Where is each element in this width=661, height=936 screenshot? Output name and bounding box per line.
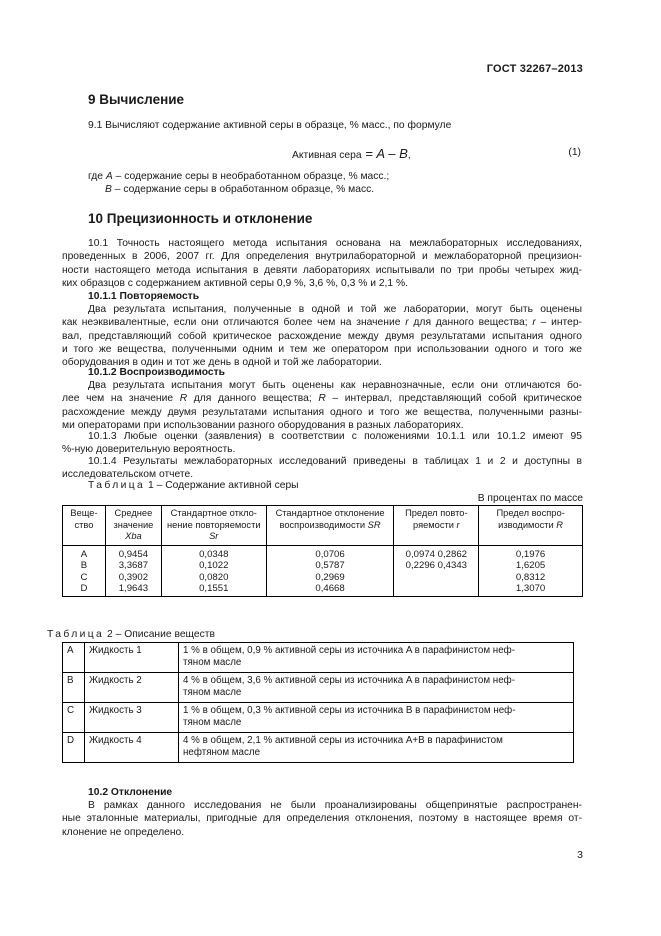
col-header-sr: Стандартное откло- нение повторяемости Sr — [161, 506, 266, 546]
standard-number: ГОСТ 32267–2013 — [486, 63, 583, 75]
section-10-title: 10 Прецизионность и отклонение — [88, 211, 313, 226]
table-row: D 1,9643 0,1551 0,4668 1,3070 — [63, 583, 583, 596]
col-header-R: Предел воспро- изводимости R — [479, 506, 583, 546]
heading-10-1-2: 10.1.2 Воспроизводимость — [88, 367, 226, 378]
para-10-1-1: Два результата испытания, полученные в одной и той же лаборатории, могут быть оценены как неэквивалентные, если они отличаются более чем на значение r для данного вещества; r – интер- вал, представляющий собой критическое расхождение между двумя результатами испытания одного и того же вещества, полученными одним и тем же оператором при использовании одного и того же оборудования в один и тот же день в одной и той же лаборатории. — [62, 304, 582, 369]
table-row: A 0,9454 0,0348 0,0706 0,0974 0,2862 0,1976 — [63, 545, 583, 560]
section-9-title: 9 Вычисление — [88, 92, 185, 107]
table-row: A Жидкость 1 1 % в общем, 0,9 % активной серы из источника A в парафинистом неф- тяном масле — [63, 643, 574, 673]
heading-10-1-1: 10.1.1 Повторяемость — [88, 291, 200, 302]
table-row: C 0,3902 0,0820 0,2969 0,8312 — [63, 572, 583, 584]
formula-legend: где A – содержание серы в необработанном образце, % масс.; B – содержание серы в обработанном образце, % масс. — [88, 171, 390, 196]
table-row: D Жидкость 4 4 % в общем, 2,1 % активной серы из источника A+B в парафинистом нефтяном масле — [63, 733, 574, 763]
table-1 — [62, 505, 583, 597]
page-number: 3 — [577, 849, 583, 861]
table-1-units: В процентах по массе — [477, 493, 583, 504]
table-row: C Жидкость 3 1 % в общем, 0,3 % активной серы из источника B в парафинистом неф- тяном масле — [63, 703, 574, 733]
formula: Активная сера = A – B, — [292, 146, 411, 161]
table-2 — [62, 642, 574, 763]
table-1-caption: Таблица 1 – Содержание активной серы — [88, 480, 299, 491]
para-10-1: 10.1 Точность настоящего метода испытания основана на межлабораторных исследованиях, проведенных в 2006, 2007 гг. Для определения внутрилабораторной и межлабораторной прецизион- ности настоящего метода испытания в девяти лабораториях испытывали по три пробы четырех жид- ких образцов с содержанием активной серы 0,9 %, 3,6 %, 0,3 % и 2,1 %. — [62, 238, 582, 289]
table-2-caption: Таблица 2 – Описание веществ — [47, 629, 215, 640]
col-header-sR: Стандартное отклонение воспроизводимости SR — [266, 506, 394, 546]
para-10-2: В рамках данного исследования не были проанализированы общепринятые распространен- ные эталонные материалы, пригодные для определения отклонения, поэтому в настоящее время от- клонение не определено. — [62, 800, 582, 838]
table-row: B 3,3687 0,1022 0,5787 0,2296 0,4343 1,6205 — [63, 560, 583, 572]
para-10-1-4: 10.1.4 Результаты межлабораторных исследований приведены в таблицах 1 и 2 и доступны в исследовательском отчете. — [62, 456, 582, 481]
table-row: B Жидкость 2 4 % в общем, 3,6 % активной серы из источника A в парафинистом неф- тяном масле — [63, 673, 574, 703]
para-10-1-3: 10.1.3 Любые оценки (заявления) в соответствии с положениями 10.1.1 или 10.1.2 имеют 95 %-ную доверительную вероятность. — [62, 431, 582, 456]
para-9-1: 9.1 Вычисляют содержание активной серы в образце, % масс., по формуле — [88, 120, 452, 131]
col-header-r: Предел повто- ряемости r — [394, 506, 479, 546]
equation-number: (1) — [568, 147, 581, 158]
col-header-mean: Среднее значение Xba — [105, 506, 161, 546]
heading-10-2: 10.2 Отклонение — [88, 787, 173, 798]
col-header-substance: Веще- ство — [63, 506, 106, 546]
para-10-1-2: Два результата испытания могут быть оценены как неравнозначные, если они отличаются бо- лее чем на значение R для данного вещества; R – интервал, представляющий собой критическое расхождение между двумя результатами испытания одного и того же вещества, полученными разны- ми операторами при использовании разного оборудования в разных лабораториях. — [62, 380, 582, 431]
